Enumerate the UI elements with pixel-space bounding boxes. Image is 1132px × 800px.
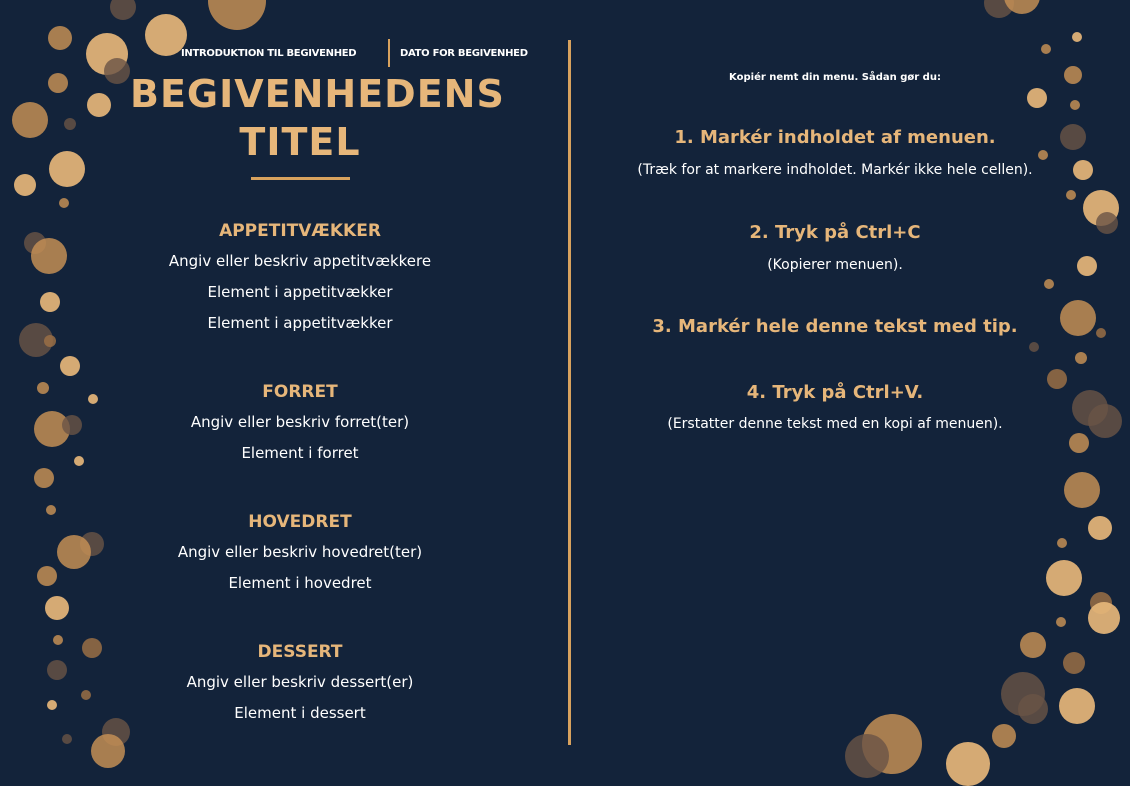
confetti-dot	[45, 596, 69, 620]
header-separator	[388, 39, 390, 67]
section-heading: APPETITVÆKKER	[219, 221, 381, 241]
confetti-dot	[48, 73, 68, 93]
confetti-dot	[87, 93, 111, 117]
confetti-dot	[62, 734, 72, 744]
menu-item: Element i dessert	[234, 704, 366, 722]
tip-step-2: 2. Tryk på Ctrl+C	[749, 222, 921, 243]
confetti-dot	[57, 535, 91, 569]
event-title-line1: BEGIVENHEDENS	[130, 72, 505, 116]
menu-item: Angiv eller beskriv hovedret(ter)	[177, 543, 423, 561]
confetti-dot	[31, 238, 67, 274]
menu-item: Angiv eller beskriv appetitvækkere	[168, 252, 432, 270]
tip-note-4: (Erstatter denne tekst med en kopi af menuen).	[667, 416, 1003, 432]
confetti-dot	[1077, 256, 1097, 276]
section-heading: HOVEDRET	[248, 512, 352, 532]
tips-panel	[600, 0, 1070, 786]
menu-section-dessert	[90, 637, 510, 729]
menu-item: Element i hovedret	[228, 574, 372, 592]
menu-item: Element i appetitvækker	[207, 283, 393, 301]
menu-section-appetizers	[90, 216, 510, 339]
confetti-dot	[37, 382, 49, 394]
confetti-dot	[1088, 516, 1112, 540]
tip-step-4: 4. Tryk på Ctrl+V.	[746, 382, 924, 403]
confetti-dot	[37, 566, 57, 586]
date-label: DATO FOR BEGIVENHED	[400, 48, 528, 59]
column-divider	[568, 40, 571, 745]
confetti-dot	[1075, 352, 1087, 364]
intro-label: INTRODUKTION TIL BEGIVENHED	[181, 48, 357, 59]
menu-item: Element i forret	[241, 444, 359, 462]
confetti-dot	[12, 102, 48, 138]
event-title	[130, 70, 505, 166]
confetti-dot	[1069, 433, 1089, 453]
confetti-dot	[47, 660, 67, 680]
confetti-dot	[48, 26, 72, 50]
tip-note-1: (Træk for at markere indholdet. Markér ikke hele cellen).	[637, 162, 1033, 178]
confetti-dot	[1096, 212, 1118, 234]
confetti-dot	[47, 700, 57, 710]
confetti-dot	[59, 198, 69, 208]
confetti-dot	[1072, 32, 1082, 42]
section-heading: DESSERT	[257, 642, 343, 662]
menu-item: Angiv eller beskriv dessert(er)	[186, 673, 414, 691]
tips-intro: Kopiér nemt din menu. Sådan gør du:	[729, 72, 941, 83]
confetti-dot	[1073, 160, 1093, 180]
title-underline	[251, 177, 350, 180]
confetti-dot	[46, 505, 56, 515]
confetti-dot	[1096, 328, 1106, 338]
confetti-dot	[74, 456, 84, 466]
confetti-dot	[64, 118, 76, 130]
confetti-dot	[53, 635, 63, 645]
confetti-dot	[44, 335, 56, 347]
confetti-dot	[1088, 404, 1122, 438]
tip-step-3: 3. Markér hele denne tekst med tip.	[652, 316, 1018, 337]
confetti-dot	[1088, 602, 1120, 634]
menu-section-main	[90, 507, 510, 599]
confetti-dot	[40, 292, 60, 312]
confetti-dot	[1070, 100, 1080, 110]
menu-section-starter	[90, 377, 510, 469]
confetti-dot	[60, 356, 80, 376]
confetti-dot	[34, 468, 54, 488]
confetti-dot	[91, 734, 125, 768]
confetti-dot	[208, 0, 266, 30]
confetti-dot	[110, 0, 136, 20]
section-heading: FORRET	[262, 382, 338, 402]
tip-note-2: (Kopierer menuen).	[767, 257, 903, 273]
menu-item: Angiv eller beskriv forret(ter)	[190, 413, 410, 431]
confetti-dot	[104, 58, 130, 84]
confetti-dot	[62, 415, 82, 435]
tip-step-1: 1. Markér indholdet af menuen.	[674, 127, 996, 148]
confetti-dot	[14, 174, 36, 196]
confetti-dot	[49, 151, 85, 187]
menu-item: Element i appetitvækker	[207, 314, 393, 332]
event-title-line2: TITEL	[239, 120, 361, 164]
